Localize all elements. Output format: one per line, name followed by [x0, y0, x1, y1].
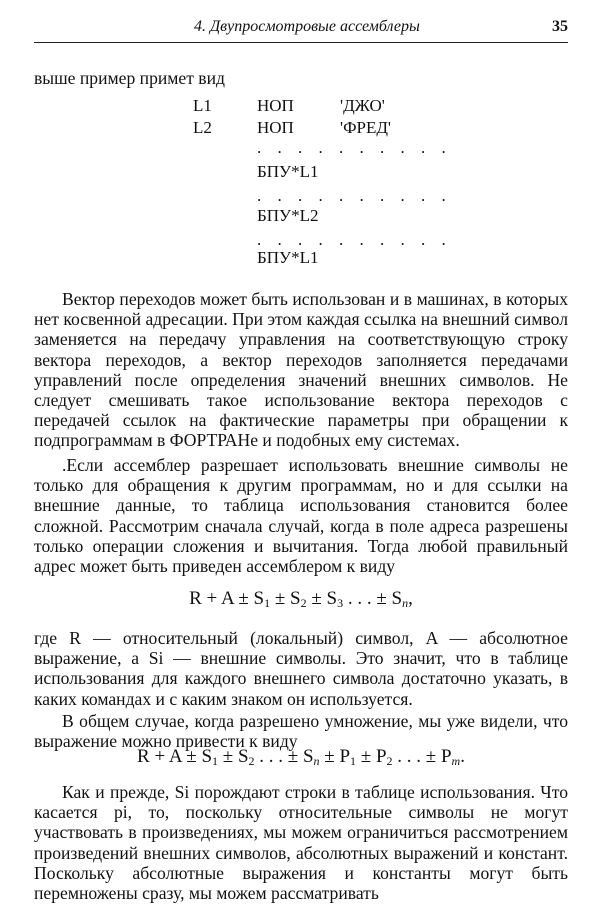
paragraph-4: В общем случае, когда разрешено умножение, мы уже видели, что выражение можно привести к виду — [34, 711, 568, 752]
code-ellipsis-2: . . . . . . . . . . — [257, 186, 452, 205]
paragraph-5: Как и прежде, Si порождают строки в таблице использования. Что касается pi, то, поскольку относительные символы не могут участвовать в произведениях, мы можем ограничиться рассмотрением произведений внешних символов, абсолютных выражений и констант. Поскольку абсолютные выражения и константы могут быть перемножены сразу, мы можем рассматривать — [34, 782, 568, 904]
f1-mid1: ± S — [270, 588, 301, 609]
intro-line: выше пример примет вид — [34, 68, 225, 88]
f2-subm: m — [451, 754, 461, 768]
f2-mid1: ± S — [218, 746, 249, 767]
code-op-2: НОП — [257, 118, 294, 137]
f2-mid4: ± P — [356, 746, 387, 767]
f2-subp1: 1 — [350, 754, 357, 768]
paragraph-2: .Если ассемблер разрешает использовать внешние символы не только для обращения к другим программам, но и для ссылки на внешние данные, то таблица использования становится более сложной. Рассмотрим сначала случай, когда в поле адреса разрешены только операции сложения и вычитания. Тогда любой правильный адрес может быть приведен ассемблером к виду — [34, 455, 568, 577]
f2-sub1: 1 — [212, 754, 219, 768]
code-instr-3: БПУ*L1 — [257, 248, 319, 267]
formula-2 — [34, 746, 568, 772]
f2-mid2: . . . ± S — [254, 746, 314, 767]
f1-sub1: 1 — [264, 596, 271, 610]
f1-subn: n — [402, 596, 409, 610]
code-op-1: НОП — [257, 96, 294, 115]
f1-mid2: ± S — [306, 588, 338, 609]
chapter-title: 4. Двупросмотровые ассемблеры — [194, 18, 420, 35]
f2-subn: n — [313, 754, 320, 768]
code-ellipsis-1: . . . . . . . . . . — [257, 138, 452, 157]
code-operand-2: 'ФРЕД' — [340, 118, 391, 137]
code-label-2: L2 — [193, 118, 212, 137]
f1-mid3: . . . ± S — [343, 588, 403, 609]
code-label-1: L1 — [193, 96, 212, 115]
f2-mid5: . . . ± P — [392, 746, 452, 767]
f2-subp2: 2 — [386, 754, 393, 768]
f1-sub2: 2 — [300, 596, 307, 610]
paragraph-3: где R — относительный (локальный) символ, A — абсолютное выражение, а Si — внешние символы. Это значит, что в таблице использования для каждого внешнего символа достаточно указать, в каких командах и с каким знаком он используется. — [34, 628, 568, 709]
f2-lead: R + A ± S — [137, 746, 213, 767]
formula-1 — [34, 588, 568, 614]
f1-sub3: 3 — [337, 596, 344, 610]
f1-lead: R + A ± S — [189, 588, 265, 609]
paragraph-1: Вектор переходов может быть использован и в машинах, в которых нет косвенной адресации. При этом каждая ссылка на внешний символ заменяется на передачу управления на соответствующую строку вектора переходов, а вектор переходов заполняется передачами управлений после определения значений внешних символов. Не следует смешивать такое использование вектора переходов с передачей ссылок на фактические параметры при обращении к подпрограммам в ФОРТРАНе и подобных ему системах. — [34, 289, 568, 451]
code-instr-2: БПУ*L2 — [257, 206, 319, 225]
running-header — [34, 16, 568, 43]
f2-sub2: 2 — [248, 754, 255, 768]
code-operand-1: 'ДЖО' — [340, 96, 385, 115]
code-ellipsis-3: . . . . . . . . . . — [257, 230, 452, 249]
code-instr-1: БПУ*L1 — [257, 162, 319, 181]
page-number: 35 — [552, 18, 568, 35]
f2-mid3: ± P — [319, 746, 351, 767]
f2-tail: . — [460, 746, 465, 767]
f1-tail: , — [408, 588, 413, 609]
